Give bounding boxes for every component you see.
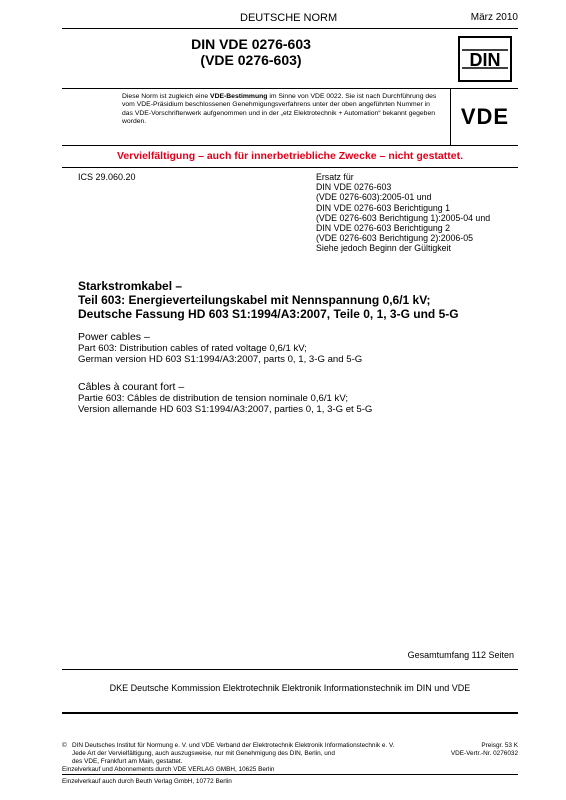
pages-rule [62, 669, 518, 670]
german-title [78, 279, 518, 321]
french-title-line-2: Partie 603: Câbles de distribution de tension nominale 0,6/1 kV; [78, 393, 349, 404]
english-title [78, 332, 518, 365]
french-title-line-3: Version allemande HD 603 S1:1994/A3:2007, parties 0, 1, 3-G et 5-G [78, 404, 373, 415]
replacement-line: DIN VDE 0276-603 Berichtigung 2 [316, 223, 450, 234]
english-title-line-3: German version HD 603 S1:1994/A3:2007, parts 0, 1, 3-G and 5-G [78, 354, 363, 365]
title-block [62, 30, 518, 88]
german-title-line-1: Starkstromkabel – [78, 279, 183, 293]
din-logo-text: DIN [469, 50, 501, 70]
dke-line: DKE Deutsche Kommission Elektrotechnik Elektronik Informationstechnik im DIN und VDE [109, 683, 471, 693]
vde-logo [456, 103, 514, 129]
copyright-line-3: des VDE, Frankfurt am Main, gestattet. [72, 757, 183, 765]
replacement-line: (VDE 0276-603 Berichtigung 2):2006-05 [316, 233, 473, 244]
header-date: März 2010 [470, 12, 518, 23]
vde-notice-block [62, 88, 518, 146]
replacement-line: (VDE 0276-603):2005-01 und [316, 192, 432, 203]
french-title [78, 382, 518, 415]
replacement-line: Ersatz für [316, 172, 354, 182]
price-group: Preisgr. 53 K [481, 742, 518, 749]
copyright-line-2: Jede Art der Vervielfältigung, auch auszugsweise, nur mit Genehmigung des DIN, Berlin, und [72, 749, 335, 757]
english-title-line-1: Power cables – [78, 331, 150, 343]
french-title-line-1: Câbles à courant fort – [78, 381, 185, 393]
copy-warning: Vervielfältigung – auch für innerbetriebliche Zwecke – nicht gestattet. [116, 150, 463, 162]
header-rule [62, 28, 518, 29]
header-label: DEUTSCHE NORM [240, 12, 338, 24]
vde-notice-prefix: Diese Norm ist zugleich eine [122, 93, 211, 100]
vde-notice-text [122, 93, 440, 127]
din-logo [458, 36, 512, 82]
vde-notice-bold: VDE-Bestimmung [210, 93, 268, 100]
german-title-line-3: Deutsche Fassung HD 603 S1:1994/A3:2007, Teile 0, 1, 3-G und 5-G [78, 307, 459, 321]
replacement-line: DIN VDE 0276-603 [316, 182, 392, 193]
replacement-line: (VDE 0276-603 Berichtigung 1):2005-04 und [316, 212, 491, 223]
warning-rule [62, 167, 518, 168]
vde-divider [450, 89, 451, 145]
german-title-line-2: Teil 603: Energieverteilungskabel mit Nennspannung 0,6/1 kV; [78, 293, 431, 307]
copyright-icon: © [62, 742, 67, 749]
total-pages: Gesamtumfang 112 Seiten [407, 650, 514, 660]
copyright-notice [62, 742, 422, 765]
vde-logo-text: VDE [460, 104, 510, 129]
price-info [451, 742, 518, 758]
title-line-1: DIN VDE 0276-603 [191, 36, 311, 52]
vde-number: VDE-Vertr.-Nr. 0276032 [450, 749, 518, 757]
replacement-line: DIN VDE 0276-603 Berichtigung 1 [316, 202, 450, 213]
copyright-line-1 [62, 742, 422, 750]
document-title [62, 36, 440, 68]
replacement-line: Siehe jedoch Beginn der Gültigkeit [316, 243, 451, 254]
sales-line-2: Einzelverkauf auch durch Beuth Verlag GmbH, 10772 Berlin [62, 778, 232, 785]
english-title-line-2: Part 603: Distribution cables of rated voltage 0,6/1 kV; [78, 343, 307, 354]
ics-code: ICS 29.060.20 [78, 172, 136, 182]
vde-notice-suffix: im Sinne von VDE 0022. Sie ist nach Durchführung des vom VDE-Präsidium beschlossenen Genehmigungsverfahrens unter der oben angeführten Nummer in das VDE-Vorschriftenwerk aufgenommen und in der „etz Elektrotechnik + Automation“ bekannt gegeben worden. [122, 93, 437, 126]
copyright-text-1: DIN Deutsches Institut für Normung e. V. und VDE Verband der Elektrotechnik Elektronik Informationstechnik e. V. [72, 742, 395, 749]
replacement-info [316, 172, 526, 254]
footer-rule [62, 774, 518, 775]
title-line-2: (VDE 0276-603) [200, 52, 302, 68]
thick-rule [62, 712, 518, 714]
sales-line-1: Einzelverkauf und Abonnements durch VDE VERLAG GMBH, 10625 Berlin [62, 766, 275, 773]
